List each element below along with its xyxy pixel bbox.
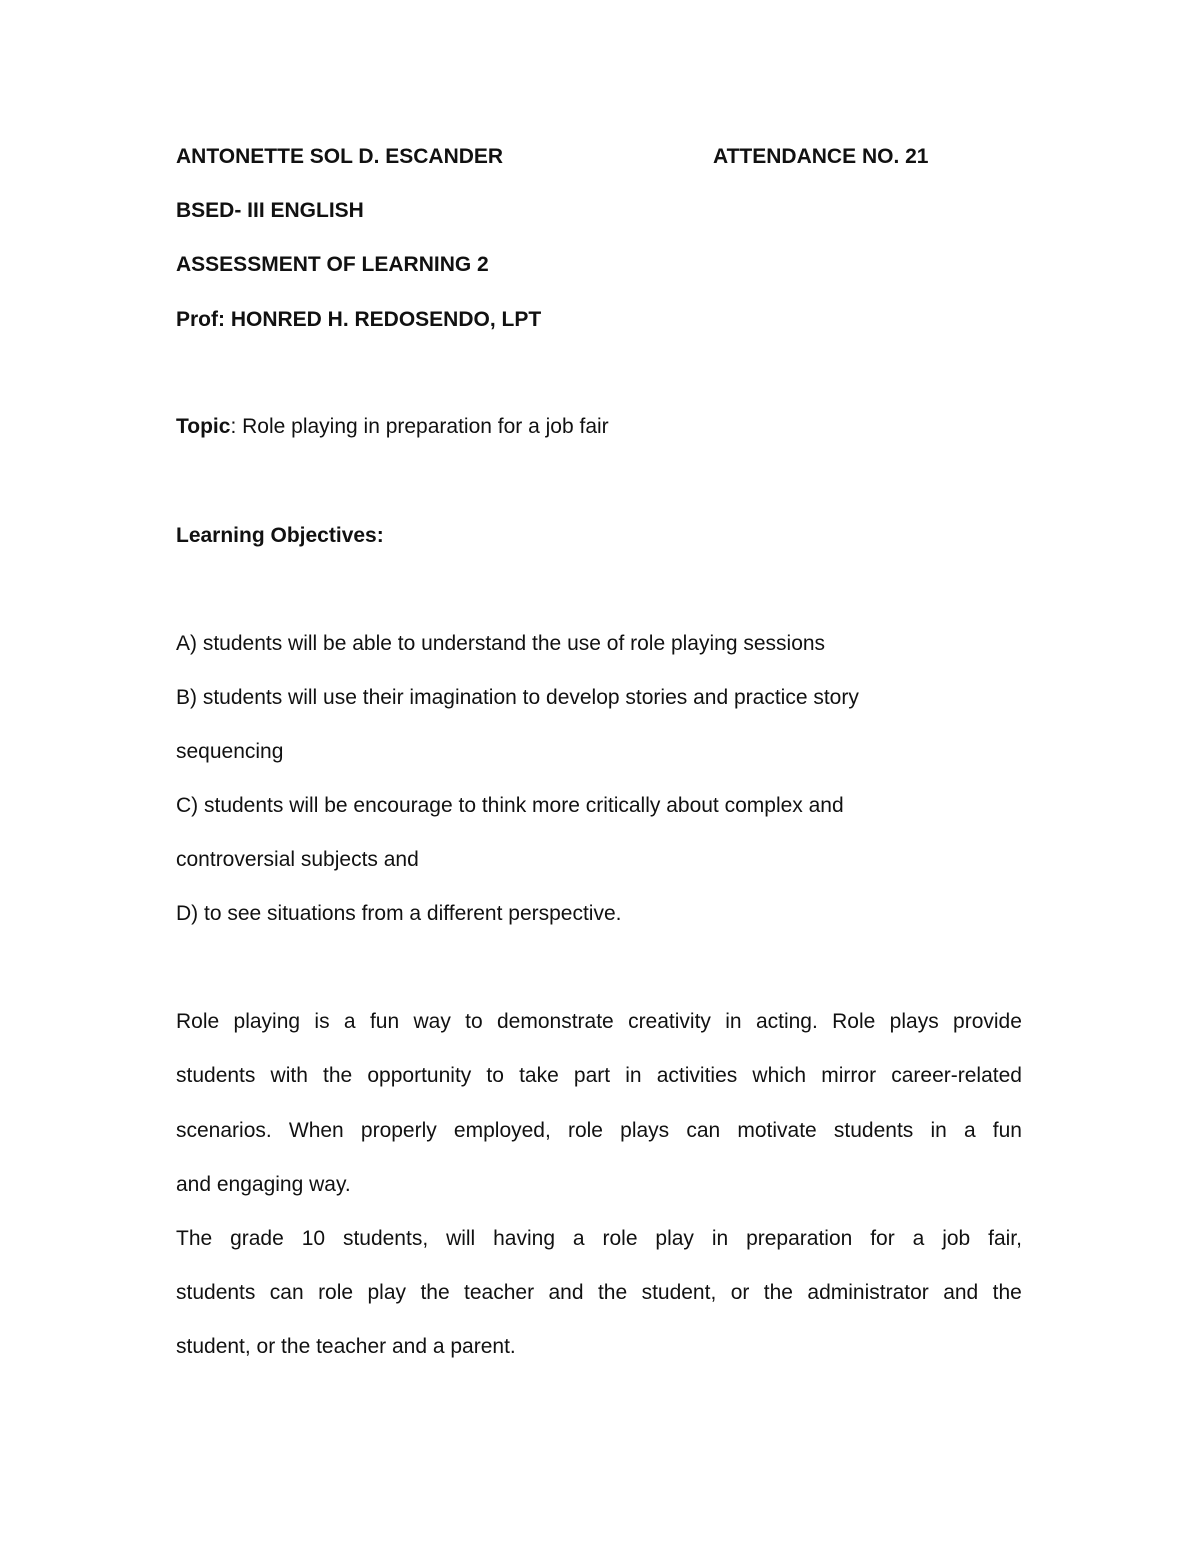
justified-text: students can role play the teacher and the student, or the administrator and the [176,1281,1022,1304]
topic-text: : Role playing in preparation for a job fair [230,415,609,438]
justified-text: scenarios. When properly employed, role plays can motivate students in a fun [176,1119,1022,1142]
justified-text: Role playing is a fun way to demonstrate creativity in acting. Role plays provide [176,1010,1022,1033]
topic-label: Topic [176,415,231,438]
justified-text: The grade 10 students, will having a role play in preparation for a job fair, [176,1227,1022,1250]
objective-line: C) students will be encourage to think more critically about complex and [176,794,844,817]
objective-line: sequencing [176,740,284,763]
objective-line: B) students will use their imagination to develop stories and practice story [176,686,859,709]
course-line: BSED- III ENGLISH [176,199,364,222]
professor-line: Prof: HONRED H. REDOSENDO, LPT [176,308,542,331]
paragraph-line: student, or the teacher and a parent. [176,1335,516,1358]
paragraph-line [176,1282,1022,1303]
objective-line: D) to see situations from a different perspective. [176,902,622,925]
objectives-heading: Learning Objectives: [176,524,384,547]
paragraph-line [176,1228,1022,1249]
justified-text: students with the opportunity to take part in activities which mirror career-related [176,1064,1022,1087]
subject-line: ASSESSMENT OF LEARNING 2 [176,253,489,276]
attendance-number: ATTENDANCE NO. 21 [713,145,929,168]
paragraph-line [176,1120,1022,1141]
student-name: ANTONETTE SOL D. ESCANDER [176,145,504,168]
objective-line: A) students will be able to understand the use of role playing sessions [176,632,826,655]
paragraph-line: and engaging way. [176,1173,351,1196]
paragraph-line [176,1065,1022,1086]
topic-line [176,416,609,437]
paragraph-line [176,1011,1022,1032]
objective-line: controversial subjects and [176,848,419,871]
